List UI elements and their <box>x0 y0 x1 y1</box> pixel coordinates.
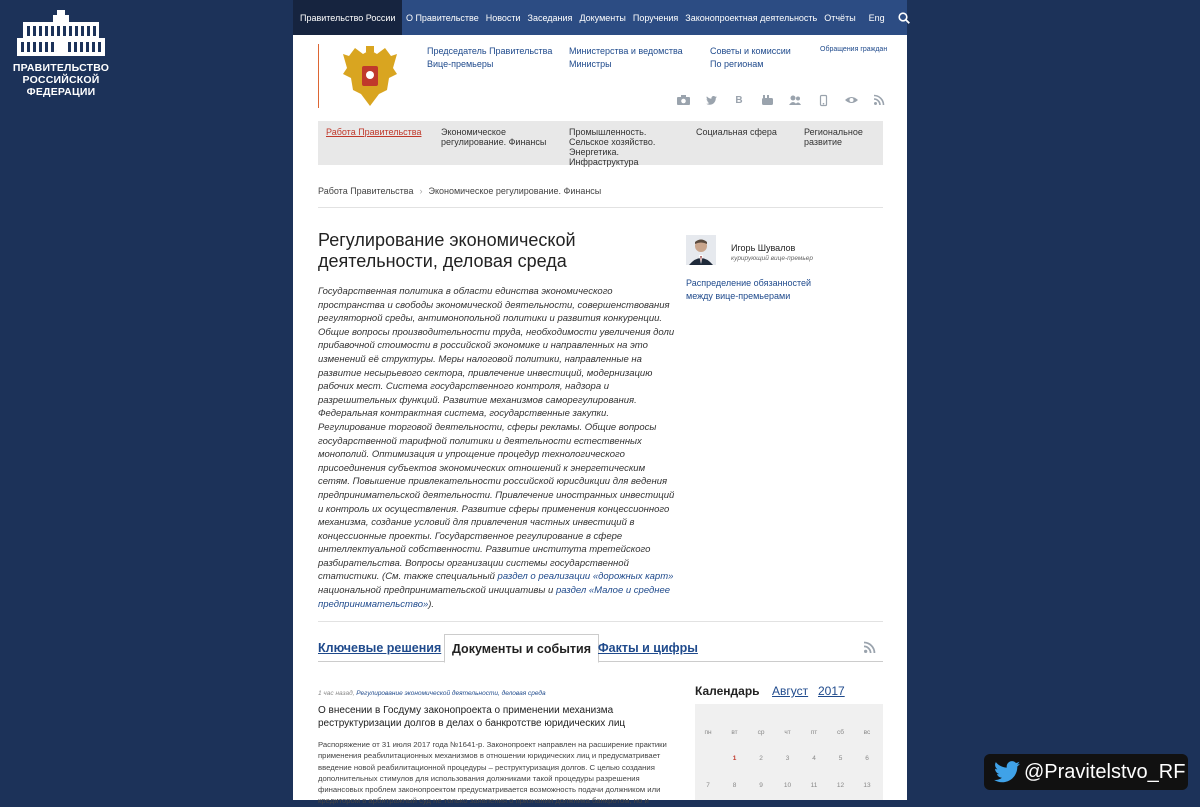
secnav-item-regional[interactable]: Региональное развитие <box>804 127 863 147</box>
calendar-weekday: пн <box>704 729 712 736</box>
people-icon[interactable] <box>781 93 809 107</box>
secnav-item-economy[interactable]: Экономическое регулирование. Финансы <box>441 127 547 147</box>
brand-line: ПРАВИТЕЛЬСТВО <box>12 62 110 74</box>
news-time: 1 час назад, <box>318 690 355 697</box>
secnav-item-government-work[interactable]: Работа Правительства <box>326 127 422 137</box>
calendar-day[interactable]: 2 <box>759 755 763 762</box>
secnav-item-industry[interactable]: Промышленность. Сельское хозяйство. Энергетика. Инфраструктура <box>569 127 656 167</box>
topnav-item-government[interactable]: Правительство России <box>293 0 402 35</box>
youtube-icon[interactable] <box>753 93 781 107</box>
mobile-icon[interactable] <box>809 93 837 107</box>
calendar-day[interactable]: 5 <box>838 755 843 762</box>
duties-link[interactable]: Распределение обязанностей между вице-премьерами <box>686 278 812 301</box>
description-text: Государственная политика в области единства экономического пространства и свободы экономической деятельности, совершенствования регуляторной среды, антимонопольной политики и развития конкуренции. Общие вопросы производительности труда, необходимости увеличения доли прибавочной стоимости в российской экономике и направленных на это изменений её структуры. Меры налоговой политики, направленные на развитие несырьевого сектора, привлечение инвестиций, модернизацию рабочих мест. Система государственного контроля, надзора и разрешительных функций. Развитие механизмов саморегулирования. Федеральная контрактная система, государственные закупки. Регулирование торговой деятельности, сферы рекламы. Общие вопросы государственной тарифной политики и деятельности естественных монополий. Оптимизация и упрощение процедур технологического присоединения субъектов экономических отношений к энергетическим сетям. Повышение привлекательности российской юрисдикции для ведения предпринимательской деятельности. Привлечение иностранных инвестиций и контроль их осуществления. Развитие сферы применения концессионного механизма, создание условий для привлечения частных инвестиций в концессионные проекты. Государственное регулирование в сфере интеллектуальной собственности. Развитие института третейского разбирательства. Вопросы организации системы государственной статистики. (См. также специальный <box>318 286 675 583</box>
calendar-title: Календарь <box>695 684 760 698</box>
content-tabs <box>318 634 883 662</box>
calendar-month-select[interactable]: Август <box>772 684 809 698</box>
site-logo[interactable] <box>10 10 112 98</box>
topnav-item-orders[interactable]: Поручения <box>632 12 679 23</box>
small-business-link[interactable]: раздел «Малое и среднее предпринимательство» <box>318 585 671 610</box>
government-building-icon <box>13 10 109 58</box>
breadcrumb-item[interactable]: Работа Правительства <box>318 186 414 196</box>
calendar-day[interactable]: 9 <box>759 782 763 789</box>
rss-icon[interactable] <box>864 642 875 653</box>
header-link-chairman[interactable]: Председатель Правительства <box>427 46 553 56</box>
tab-facts-figures[interactable]: Факты и цифры <box>598 641 698 655</box>
twitter-bird-icon <box>994 761 1020 783</box>
calendar-weekday: вт <box>731 729 738 736</box>
header-divider <box>318 44 319 108</box>
camera-icon[interactable] <box>669 93 697 107</box>
news-title[interactable]: О внесении в Госдуму законопроекта о применении механизма реструктуризации долгов в делах о банкротстве юридических лиц <box>318 705 626 729</box>
header-link-ministers[interactable]: Министры <box>569 59 612 69</box>
header-link-ministries[interactable]: Министерства и ведомства <box>569 46 683 56</box>
divider <box>318 207 883 208</box>
header-link-deputy-premiers[interactable]: Вице-премьеры <box>427 59 494 69</box>
calendar-weekday: сб <box>837 729 844 736</box>
calendar-day[interactable]: 12 <box>836 782 845 789</box>
brand-title <box>10 62 112 98</box>
page-title: Регулирование экономической деятельности, деловая среда <box>318 230 576 271</box>
calendar-day[interactable]: 11 <box>810 782 818 789</box>
calendar-day-today[interactable]: 1 <box>732 755 737 762</box>
topnav-item-news[interactable]: Новости <box>485 12 521 23</box>
topnav-item-about[interactable]: О Правительстве <box>405 12 479 23</box>
topnav-item-documents[interactable]: Документы <box>579 12 626 23</box>
chevron-right-icon: › <box>419 186 423 196</box>
search-icon[interactable] <box>898 12 910 24</box>
header-link-councils[interactable]: Советы и комиссии <box>710 46 791 56</box>
calendar-year-select[interactable]: 2017 <box>818 684 845 698</box>
calendar-day[interactable]: 6 <box>865 755 869 762</box>
social-icons <box>669 93 893 107</box>
person-name[interactable]: Игорь Шувалов <box>731 243 796 253</box>
person-photo[interactable] <box>686 235 716 265</box>
person-role: курирующий вице-премьер <box>731 255 813 262</box>
calendar-weekday: чт <box>784 729 791 736</box>
calendar-day[interactable]: 8 <box>732 782 737 789</box>
twitter-icon[interactable] <box>697 93 725 107</box>
calendar-day[interactable]: 13 <box>863 782 871 789</box>
section-navigation <box>318 121 883 165</box>
tab-documents-events[interactable]: Документы и события <box>444 634 599 663</box>
brand-line: ФЕДЕРАЦИИ <box>26 86 96 98</box>
description-text: национальной предпринимательской инициативы и <box>318 585 556 597</box>
top-navigation <box>293 0 907 35</box>
topnav-item-meetings[interactable]: Заседания <box>527 12 573 23</box>
calendar-day[interactable]: 3 <box>785 755 790 762</box>
eye-icon[interactable] <box>837 93 865 107</box>
rss-icon[interactable] <box>865 93 893 107</box>
calendar-grid <box>695 704 883 800</box>
topnav-item-reports[interactable]: Отчёты <box>824 12 856 23</box>
divider <box>318 621 883 622</box>
roadmaps-link[interactable]: раздел о реализации «дорожных карт» <box>497 571 674 583</box>
news-meta <box>318 690 546 697</box>
secnav-item-social[interactable]: Социальная сфера <box>696 127 777 137</box>
news-category-link[interactable]: Регулирование экономической деятельности, деловая среда <box>356 690 546 697</box>
topnav-item-legislation[interactable]: Законопроектная деятельность <box>685 12 818 23</box>
russian-coat-of-arms-icon[interactable] <box>341 44 399 108</box>
page-frame <box>293 0 907 806</box>
description-text: ). <box>428 598 435 610</box>
tab-key-decisions[interactable]: Ключевые решения <box>318 641 442 655</box>
calendar-weekday: ср <box>757 729 765 736</box>
calendar-weekday: вс <box>863 729 871 736</box>
section-description <box>318 285 678 611</box>
vk-icon[interactable]: В <box>735 94 743 106</box>
news-body: Распоряжение от 31 июля 2017 года №1641-р. Законопроект направлен на расширение практики применения реабилитационных механизмов в отношении юридических лиц и предусматривает введение новой реабилитационной процедуры – реструктуризация долгов. С целью создания дополнительных стимулов для использования должниками такой процедуры разрешения финансовых проблем законопроектом предусматривается возможность подачи должником или кредитором в арбитражный суд не только заявления о признании должника банкротом, но и <box>318 740 667 806</box>
calendar-day[interactable]: 7 <box>706 782 710 789</box>
twitter-handle: @Pravitelstvo_RF <box>1024 760 1186 783</box>
breadcrumb-item-current[interactable]: Экономическое регулирование. Финансы <box>428 186 602 196</box>
brand-line: РОССИЙСКОЙ <box>22 74 100 86</box>
header-link-appeals[interactable]: Обращения граждан <box>820 46 888 53</box>
breadcrumb <box>318 186 601 196</box>
language-switch[interactable]: Eng <box>868 12 885 23</box>
calendar-day[interactable]: 4 <box>812 755 816 762</box>
calendar-weekday: пт <box>810 729 818 736</box>
twitter-badge <box>984 754 1188 790</box>
header-link-regions[interactable]: По регионам <box>710 59 764 69</box>
calendar-day[interactable]: 10 <box>783 782 792 789</box>
